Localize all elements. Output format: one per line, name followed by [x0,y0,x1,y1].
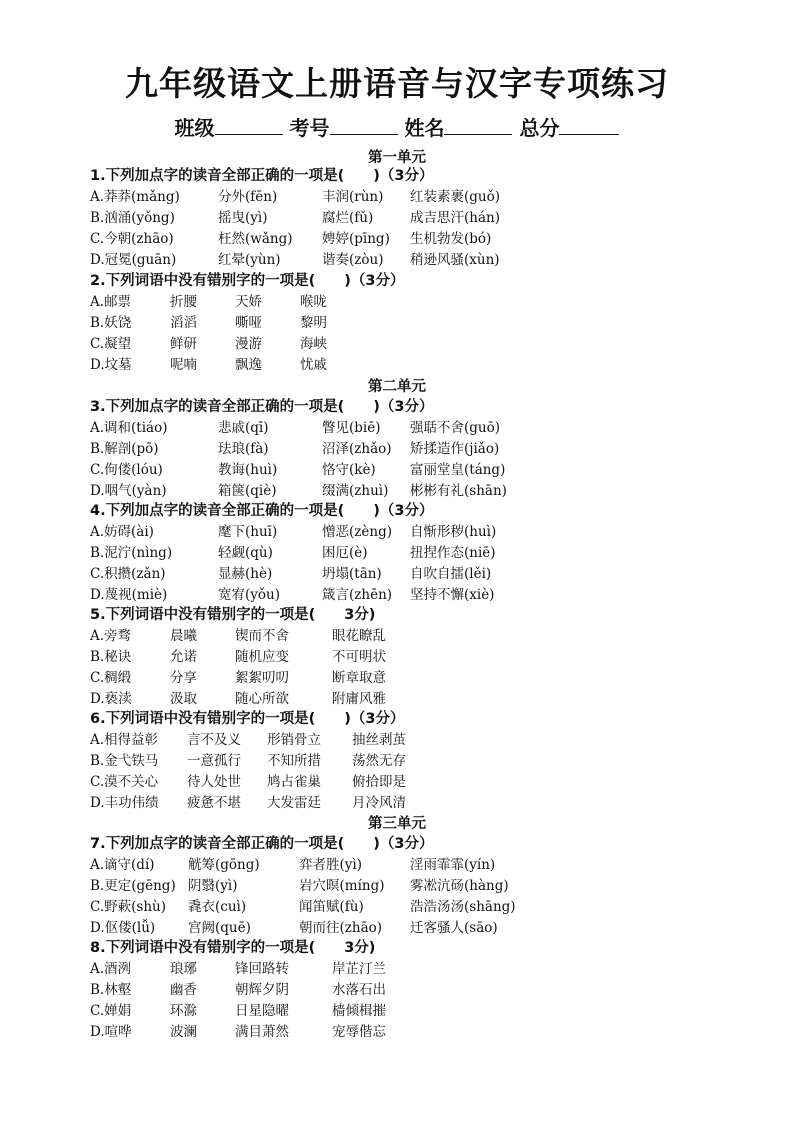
unit-heading: 第三单元 [368,816,426,832]
question-stem: 6.下列词语中没有错别字的一项是( )（3分） [90,711,405,727]
option-item: 环滁 [170,1003,197,1019]
option-item: 困厄(è) [322,545,368,561]
option-item: 飘逸 [235,357,262,373]
option-label-item: C.凝望 [90,336,132,352]
option-item: 絮絮叨叨 [235,670,289,686]
option-label-item: D.亵渎 [90,691,132,707]
option-item: 俯拾即是 [352,774,406,790]
option-item: 沼泽(zhǎo) [322,441,392,457]
option-item: 晨曦 [170,628,197,644]
option-item: 抽丝剥茧 [352,732,406,748]
option-label-item: B.金弋铁马 [90,753,159,769]
option-label-item: C.野蔌(shù) [90,899,166,915]
option-item: 强聒不舍(guō) [410,420,500,436]
option-item: 教诲(huì) [218,462,278,478]
student-info-line [0,112,794,141]
option-item: 坚持不懈(xiè) [410,587,495,603]
option-item: 瞥见(biē) [322,420,381,436]
option-item: 弈者胜(yì) [299,857,362,873]
option-item: 言不及义 [187,732,241,748]
option-item: 滔滔 [170,315,197,331]
option-label-item: A.酒洌 [90,961,132,977]
option-label-item: B.汹涌(yǒng) [90,210,175,226]
option-item: 谐奏(zòu) [322,252,384,268]
option-item: 岸芷汀兰 [332,961,386,977]
option-label-item: B.秘诀 [90,649,132,665]
option-item: 闻笛赋(fù) [299,899,364,915]
option-item: 轻觑(qù) [218,545,273,561]
option-label-item: C.积攒(zǎn) [90,566,166,582]
option-item: 麾下(huī) [218,524,278,540]
option-item: 宫阙(quē) [188,920,251,936]
option-label-item: C.佝偻(lóu) [90,462,163,478]
option-item: 毳衣(cuì) [188,899,247,915]
option-label-item: D.冠冕(guān) [90,252,177,268]
option-label-item: C.漠不关心 [90,774,159,790]
option-item: 疲惫不堪 [187,795,241,811]
option-item: 眼花瞭乱 [332,628,386,644]
question-stem: 7.下列加点字的读音全部正确的一项是( )（3分） [90,836,434,852]
option-item: 水落石出 [332,982,386,998]
option-label-item: D.丰功伟绩 [90,795,159,811]
option-item: 不知所措 [267,753,321,769]
option-label-item: A.相得益彰 [90,732,159,748]
option-item: 箴言(zhēn) [322,587,393,603]
option-item: 一意孤行 [187,753,241,769]
option-item: 琅琊 [170,961,197,977]
option-item: 呢喃 [170,357,197,373]
option-item: 断章取意 [332,670,386,686]
option-label-item: B.泥泞(nìng) [90,545,173,561]
option-item: 汲取 [170,691,197,707]
option-item: 鸠占雀巢 [267,774,321,790]
option-item: 憎恶(zèng) [322,524,392,540]
option-item: 喉咙 [300,294,327,310]
option-label-item: B.妖饶 [90,315,132,331]
option-item: 鲜研 [170,336,197,352]
option-item: 黎明 [300,315,327,331]
name-label: 姓名 [404,116,445,140]
option-item: 稍逊风骚(xùn) [410,252,500,268]
option-item: 摇曳(yì) [218,210,268,226]
option-item: 天娇 [235,294,262,310]
option-item: 锋回路转 [235,961,289,977]
option-item: 宠辱偕忘 [332,1024,386,1040]
question-stem: 5.下列词语中没有错别字的一项是( 3分) [90,607,376,623]
option-item: 阴翳(yì) [188,878,238,894]
option-item: 珐琅(fà) [218,441,269,457]
option-item: 迁客骚人(sāo) [410,920,498,936]
option-item: 岩穴暝(míng) [299,878,385,894]
unit-heading: 第一单元 [368,150,426,166]
option-item: 悲戚(qī) [218,420,269,436]
question-stem: 3.下列加点字的读音全部正确的一项是( )（3分） [90,399,434,415]
option-item: 淫雨霏霏(yín) [410,857,496,873]
option-item: 显赫(hè) [218,566,273,582]
exam-no-blank [330,116,398,135]
option-item: 不可明状 [332,649,386,665]
option-item: 形销骨立 [267,732,321,748]
option-item: 满目萧然 [235,1024,289,1040]
score-blank [559,116,619,135]
option-label-item: D.咽气(yàn) [90,483,167,499]
option-item: 幽香 [170,982,197,998]
exam-no-label: 考号 [289,116,330,140]
option-item: 朝辉夕阴 [235,982,289,998]
option-item: 附庸风雅 [332,691,386,707]
option-item: 朝而往(zhāo) [299,920,383,936]
option-item: 荡然无存 [352,753,406,769]
option-item: 红晕(yùn) [218,252,281,268]
question-stem: 4.下列加点字的读音全部正确的一项是( )（3分） [90,503,434,519]
option-label-item: A.调和(tiáo) [90,420,168,436]
option-label-item: B.更定(gēng) [90,878,176,894]
option-item: 随心所欲 [235,691,289,707]
option-item: 待人处世 [187,774,241,790]
option-item: 分外(fēn) [218,189,278,205]
unit-heading: 第二单元 [368,379,426,395]
option-item: 忧戚 [300,357,327,373]
option-item: 分享 [170,670,197,686]
option-item: 娉婷(pīng) [322,231,390,247]
option-label-item: A.妨碍(ài) [90,524,154,540]
option-item: 锲而不舍 [235,628,289,644]
page-title: 九年级语文上册语音与汉字专项练习 [125,64,669,103]
option-item: 红装素裹(guǒ) [410,189,500,205]
option-item: 自吹自擂(lěi) [410,566,492,582]
option-item: 觥筹(gōng) [188,857,260,873]
option-item: 漫游 [235,336,262,352]
option-item: 允诺 [170,649,197,665]
option-label-item: C.今朝(zhāo) [90,231,174,247]
option-item: 彬彬有礼(shān) [410,483,507,499]
option-item: 浩浩汤汤(shāng) [410,899,516,915]
option-item: 雾凇沆砀(hàng) [410,878,509,894]
option-item: 枉然(wǎng) [218,231,293,247]
option-label-item: C.稠缎 [90,670,132,686]
option-item: 坍塌(tān) [322,566,382,582]
option-item: 波澜 [170,1024,197,1040]
option-item: 嘶哑 [235,315,262,331]
option-item: 宽宥(yǒu) [218,587,280,603]
option-label-item: D.坟墓 [90,357,132,373]
option-item: 成吉思汗(hán) [410,210,500,226]
question-stem: 2.下列词语中没有错别字的一项是( )（3分） [90,273,405,289]
question-stem: 1.下列加点字的读音全部正确的一项是( )（3分） [90,168,434,184]
option-item: 箱箧(qiè) [218,483,277,499]
option-item: 缀满(zhuì) [322,483,389,499]
score-label: 总分 [519,116,560,140]
option-item: 生机勃发(bó) [410,231,492,247]
option-label-item: C.婵娟 [90,1003,132,1019]
option-item: 自惭形秽(huì) [410,524,497,540]
option-item: 矫揉造作(jiǎo) [410,441,500,457]
option-label-item: B.林壑 [90,982,132,998]
class-label: 班级 [174,116,215,140]
option-item: 腐烂(fǔ) [322,210,374,226]
option-item: 月冷风清 [352,795,406,811]
option-label-item: A.旁骛 [90,628,132,644]
option-label-item: A.谪守(dí) [90,857,155,873]
option-item: 日星隐曜 [235,1003,289,1019]
option-label-item: A.邮票 [90,294,132,310]
option-item: 樯倾楫摧 [332,1003,386,1019]
option-item: 富丽堂皇(táng) [410,462,506,478]
option-item: 折腰 [170,294,197,310]
option-label-item: D.蔑视(miè) [90,587,168,603]
option-label-item: D.喧哗 [90,1024,132,1040]
option-item: 丰润(rùn) [322,189,384,205]
option-item: 恪守(kè) [322,462,376,478]
option-item: 海峡 [300,336,327,352]
class-blank [215,116,283,135]
option-label-item: D.伛偻(lǚ) [90,920,156,936]
question-stem: 8.下列词语中没有错别字的一项是( 3分) [90,940,376,956]
option-label-item: B.解剖(pō) [90,441,159,457]
name-blank [444,116,512,135]
option-label-item: A.莽莽(mǎng) [90,189,180,205]
option-item: 随机应变 [235,649,289,665]
option-item: 扭捏作态(niē) [410,545,496,561]
option-item: 大发雷廷 [267,795,321,811]
